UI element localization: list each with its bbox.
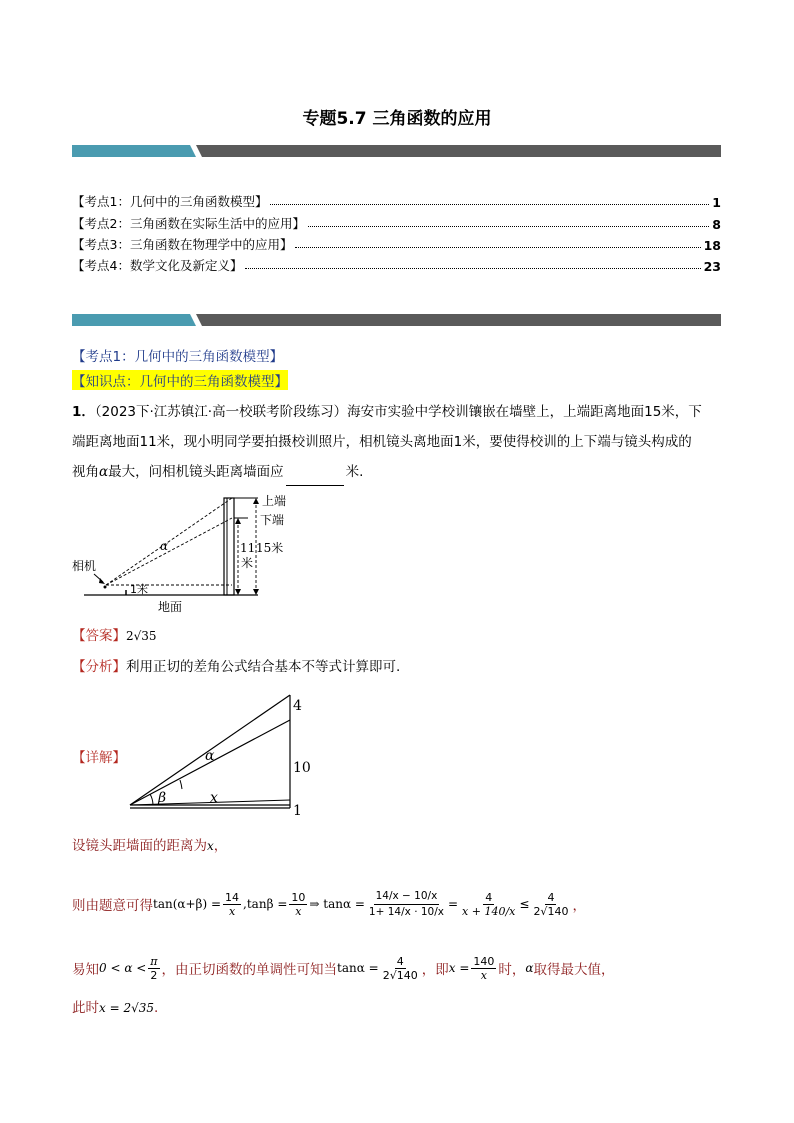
problem-text: 最大，问相机镜头距离墙面应: [108, 464, 284, 480]
toc-item[interactable]: [72, 212, 721, 232]
toc-item[interactable]: [72, 233, 721, 253]
frac-den: 1+ 14/x · 10/x: [368, 905, 444, 918]
frac-den: x + 140/x: [462, 904, 516, 918]
section-divider-bar: [72, 145, 721, 157]
formula-tan-beta: ,tanβ =: [243, 897, 288, 911]
problem-text: 视角: [72, 464, 99, 480]
camera-label: 相机: [72, 559, 97, 573]
problem-text: 海安市实验中学校训镶嵌在墙壁上，上端距离地面15米，下: [347, 404, 702, 420]
label-10: 10: [293, 760, 311, 776]
frac-den: 2√140: [533, 904, 569, 918]
fraction-big: [367, 889, 446, 920]
section-heading: 【考点1：几何中的三角函数模型】: [72, 349, 284, 365]
toc-label: 【考点3：三角函数在物理学中的应用】: [72, 237, 293, 252]
formula-tan-sum: tan(α+β) =: [153, 897, 222, 911]
frac-num: 14/x − 10/x: [374, 889, 440, 905]
problem-line-3: [72, 458, 722, 486]
height-11-unit: 米: [241, 556, 254, 570]
analysis-label: 【分析】: [72, 659, 126, 675]
solution-text: 则由题意可得: [72, 898, 153, 914]
fraction-4-over-2sqrt140: [531, 891, 570, 918]
height-11-label: 11: [240, 541, 256, 555]
knowledge-point-label: 【知识点：几何中的三角函数模型】: [72, 370, 288, 390]
camera-wall-figure: [72, 490, 292, 615]
detail-label: 【详解】: [72, 750, 126, 766]
solution-line-3: [72, 948, 614, 988]
frac-num: 14: [225, 890, 240, 904]
toc-page: 1: [712, 195, 721, 210]
solution-text: ，即: [421, 962, 449, 978]
toc-item[interactable]: [72, 190, 721, 210]
page-title: 专题5.7 三角函数的应用: [302, 109, 492, 129]
problem-line-2: 端距离地面11米，现小明同学要拍摄校训照片，相机镜头离地面1米，要使得校训的上下端与镜头构成的: [72, 434, 692, 450]
toc-label: 【考点1：几何中的三角函数模型】: [72, 194, 268, 209]
solution-text: 易知: [72, 962, 99, 978]
toc-label: 【考点2：三角函数在实际生活中的应用】: [72, 216, 305, 231]
alpha-angle-label: α: [160, 539, 169, 553]
toc-leader: [308, 226, 709, 227]
solution-text: ，: [213, 838, 228, 854]
toc-leader: [270, 204, 709, 205]
x-label: x: [210, 790, 218, 806]
frac-den: 2√140: [382, 968, 418, 982]
frac-num: 4: [485, 890, 493, 904]
formula-implies-tan-alpha: ⇒ tanα =: [309, 897, 365, 911]
alpha-symbol: α: [525, 961, 534, 975]
solution-text: 取得最大值，: [533, 962, 615, 978]
fraction-10-x: [289, 891, 307, 918]
solution-text: 时，: [498, 962, 526, 978]
frac-den: 2: [150, 968, 158, 982]
solution-text: 设镜头距墙面的距离为: [72, 838, 207, 854]
ground-label: 地面: [158, 600, 183, 614]
alpha-symbol: α: [99, 464, 109, 480]
analysis-text: 利用正切的差角公式结合基本不等式计算即可.: [126, 659, 401, 675]
solution-line-1: [72, 834, 227, 854]
one-meter-label: 1米: [130, 583, 148, 596]
label-4: 4: [293, 698, 302, 714]
fraction-14-x: [223, 891, 241, 918]
answer-label: 【答案】: [72, 628, 126, 644]
solution-text: 此时: [72, 1000, 99, 1016]
frac-num: 4: [396, 954, 404, 968]
equals-sign: =: [447, 897, 459, 911]
frac-num: 140: [473, 954, 495, 968]
answer-value: 2√35: [126, 629, 157, 643]
toc-label: 【考点4：数学文化及新定义】: [72, 258, 243, 273]
frac-num: 4: [547, 890, 555, 904]
frac-den: x: [480, 968, 487, 982]
solution-text: ，由正切函数的单调性可知当: [161, 962, 338, 978]
top-end-label: 上端: [262, 494, 287, 508]
fraction-4-over-2sqrt140: [381, 955, 420, 982]
frac-num: π: [150, 954, 158, 968]
formula-tan-alpha: tanα =: [337, 961, 379, 975]
answer-blank[interactable]: [286, 469, 344, 486]
formula-x-eq: x =: [448, 961, 470, 975]
triangle-figure: [125, 690, 315, 820]
toc-page: 18: [703, 238, 721, 253]
solution-line-4: [72, 996, 158, 1016]
solution-text: ，: [572, 898, 586, 914]
toc-leader: [295, 247, 700, 248]
problem-source: （2023下·江苏镇江·高一校联考阶段练习）: [94, 404, 348, 420]
problem-line-1: [72, 398, 722, 426]
toc-page: 8: [712, 217, 721, 232]
solution-line-2: [72, 868, 586, 940]
beta-label: β: [158, 790, 167, 806]
bottom-end-label: 下端: [260, 513, 285, 527]
problem-number: 1．: [72, 404, 95, 420]
frac-den: x: [295, 904, 302, 918]
section-divider-bar: [72, 314, 721, 326]
le-sign: ≤: [519, 897, 530, 911]
frac-den: x: [228, 904, 236, 918]
frac-num: 10: [291, 890, 306, 904]
fraction-140-x: [471, 955, 496, 982]
var-x: x: [207, 839, 214, 853]
solution-text: .: [154, 1000, 159, 1016]
final-value: x = 2√35: [99, 1001, 155, 1015]
label-1: 1: [293, 803, 302, 819]
height-15-label: 15米: [256, 541, 284, 555]
toc-item[interactable]: [72, 254, 721, 274]
fraction-4-over-sum: [460, 891, 517, 918]
toc-leader: [245, 268, 700, 269]
toc-page: 23: [703, 259, 721, 274]
problem-text: 米.: [345, 464, 364, 480]
answer-row: [72, 624, 157, 644]
fraction-pi-2: [148, 955, 159, 982]
analysis-row: [72, 655, 400, 675]
alpha-label: α: [205, 748, 215, 764]
alpha-range: 0 < α <: [99, 961, 147, 975]
